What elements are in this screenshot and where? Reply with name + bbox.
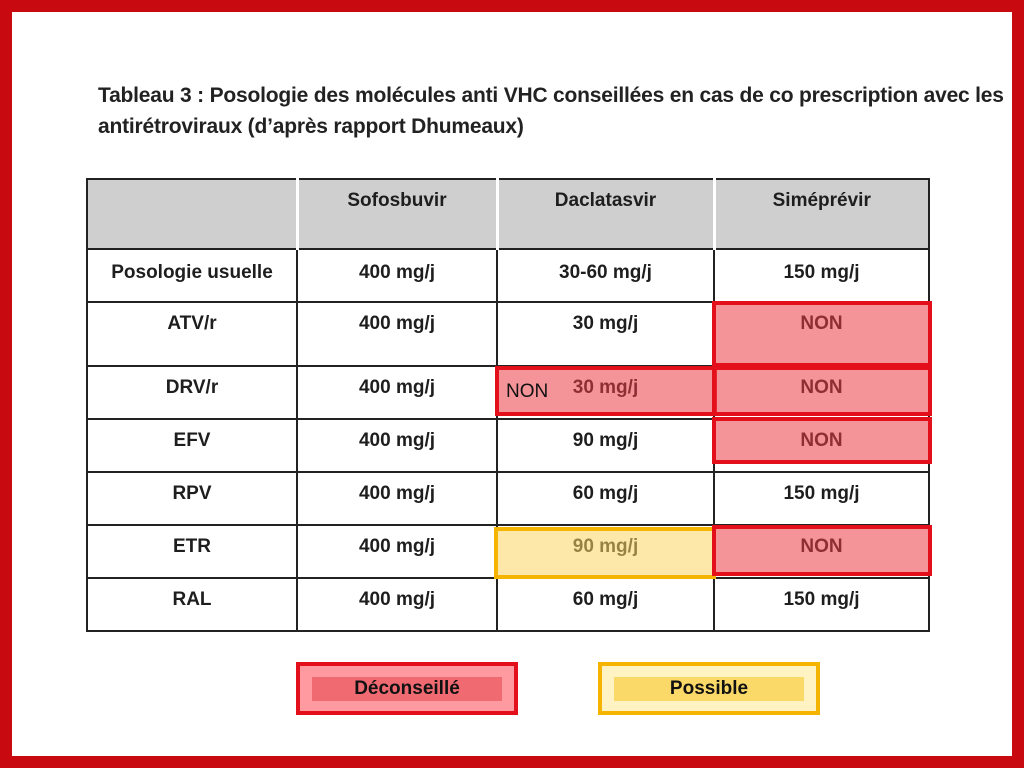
cell-sofosbuvir: 400 mg/j	[297, 578, 497, 631]
header-daclatasvir: Daclatasvir	[497, 179, 714, 249]
cell-sofosbuvir: 400 mg/j	[297, 419, 497, 472]
cell-sofosbuvir: 400 mg/j	[297, 472, 497, 525]
row-label: ETR	[87, 525, 297, 578]
cell-sofosbuvir: 400 mg/j	[297, 249, 497, 302]
cell-daclatasvir: 30-60 mg/j	[497, 249, 714, 302]
legend-discouraged	[296, 662, 518, 715]
header-simeprevir: Siméprévir	[714, 179, 929, 249]
cell-sofosbuvir: 400 mg/j	[297, 366, 497, 419]
highlight-atv-simeprevir	[712, 301, 932, 367]
row-label: RPV	[87, 472, 297, 525]
header-sofosbuvir: Sofosbuvir	[297, 179, 497, 249]
legend-discouraged-label: Déconseillé	[312, 677, 502, 701]
row-label: DRV/r	[87, 366, 297, 419]
table-header-row	[87, 179, 929, 249]
slide	[12, 12, 1012, 756]
table-row	[87, 249, 929, 302]
header-empty	[87, 179, 297, 249]
cell-daclatasvir: 60 mg/j	[497, 472, 714, 525]
legend-possible-label: Possible	[614, 677, 804, 701]
row-label: RAL	[87, 578, 297, 631]
cell-sofosbuvir: 400 mg/j	[297, 302, 497, 366]
cell-daclatasvir: 60 mg/j	[497, 578, 714, 631]
cell-simeprevir: 150 mg/j	[714, 249, 929, 302]
cell-daclatasvir: 30 mg/j	[497, 302, 714, 366]
highlight-efv-simeprevir	[712, 417, 932, 464]
legend-possible	[598, 662, 820, 715]
drv-daclatasvir-note: NON	[506, 381, 549, 402]
row-label: EFV	[87, 419, 297, 472]
table-row	[87, 472, 929, 525]
row-label: Posologie usuelle	[87, 249, 297, 302]
table-row	[87, 578, 929, 631]
highlight-etr-daclatasvir	[494, 527, 716, 579]
cell-daclatasvir: 90 mg/j	[497, 419, 714, 472]
highlight-etr-simeprevir	[712, 525, 932, 576]
highlight-drv-simeprevir	[712, 366, 932, 416]
cell-simeprevir: 150 mg/j	[714, 472, 929, 525]
cell-sofosbuvir: 400 mg/j	[297, 525, 497, 578]
row-label: ATV/r	[87, 302, 297, 366]
table-title: Tableau 3 : Posologie des molécules anti VHC conseillées en cas de co prescription avec les antirétroviraux (d’après rapport Dhumeaux)	[98, 84, 1004, 138]
cell-simeprevir: 150 mg/j	[714, 578, 929, 631]
